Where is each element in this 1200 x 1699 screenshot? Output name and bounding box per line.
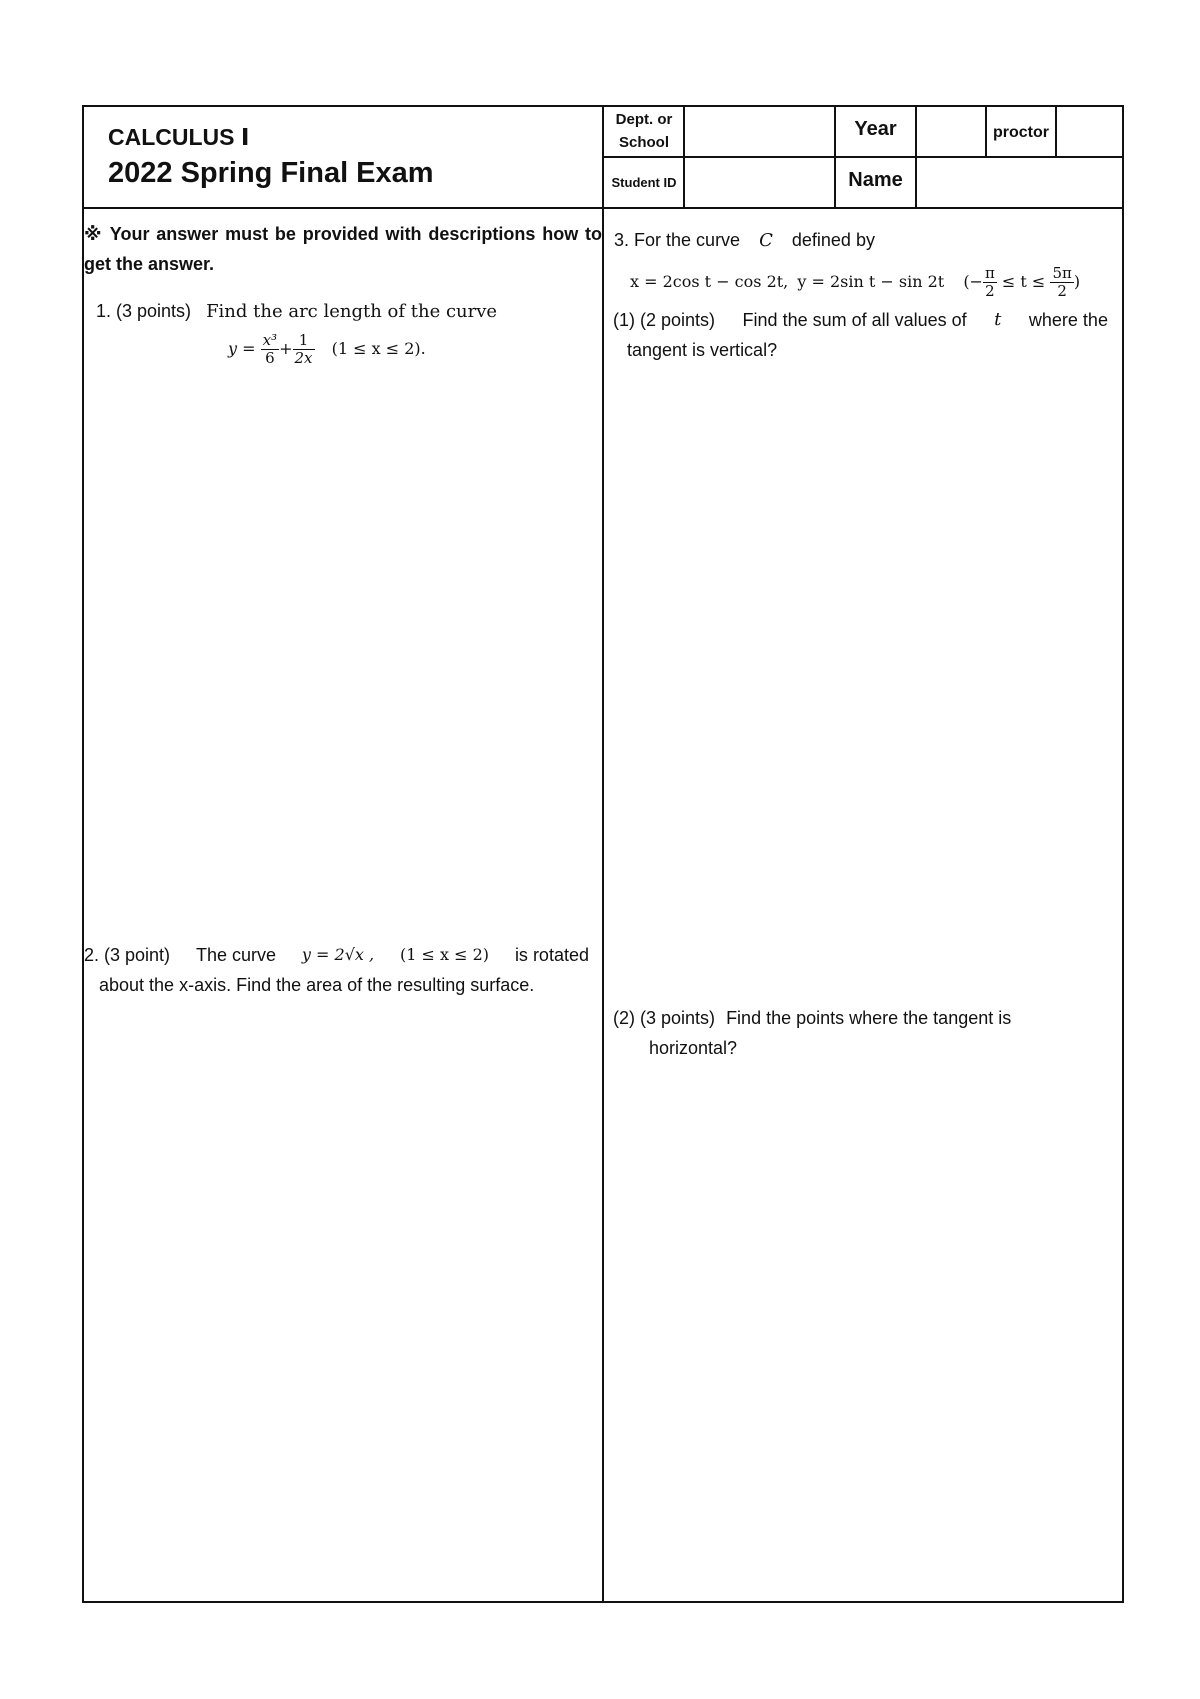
- student-id-field[interactable]: [685, 158, 834, 207]
- q3-part-1: (1) (2 points) Find the sum of all values of t where the tangent is vertical?: [613, 309, 1108, 360]
- q2-label: 2. (3 point): [84, 945, 171, 965]
- q1-label: 1. (3 points): [96, 301, 192, 321]
- q1-range: (1 ≤ x ≤ 2).: [331, 339, 426, 358]
- q3-part-1-answer-area[interactable]: [604, 370, 1122, 990]
- proctor-field[interactable]: [1057, 107, 1122, 156]
- q2-formula: y = 2√x ,: [301, 945, 375, 964]
- q3-curve-name: C: [759, 230, 773, 251]
- q1-answer-area[interactable]: [84, 380, 602, 920]
- q1-formula: y = $\frac{\text{x³}}{6}$ + $\frac{1}{2x}$ (1 ≤ x ≤ 2).: [228, 331, 426, 367]
- instructions-notice: ※ Your answer must be provided with descriptions how to get the answer.: [84, 224, 602, 274]
- exam-title: 2022 Spring Final Exam: [108, 157, 434, 189]
- q2-range: (1 ≤ x ≤ 2): [400, 945, 490, 964]
- q2-text-line2: about the x-axis. Find the area of the resulting surface.: [99, 975, 535, 995]
- proctor-label: proctor: [993, 124, 1049, 141]
- question-1: [96, 296, 497, 327]
- q3-fraction-5pi: $\frac{5\pi}{2}$: [1052, 264, 1072, 300]
- dept-label: Dept. or School: [615, 111, 673, 151]
- q1-fraction-1: $\frac{\text{x³}}{6}$: [262, 331, 278, 367]
- q3-part-2: (2) (3 points) Find the points where the tangent is horizontal?: [613, 1008, 1012, 1058]
- q2-answer-area[interactable]: [84, 1010, 602, 1600]
- name-field[interactable]: [917, 158, 1122, 207]
- q3-eq-x: x = 2cos t − cos 2t,: [630, 272, 789, 291]
- q3-fraction-pi: $\frac{\pi}{2}$: [984, 264, 995, 300]
- name-label: Name: [848, 169, 903, 191]
- dept-field[interactable]: [685, 107, 834, 156]
- q1-text: Find the arc length of the curve: [206, 301, 498, 322]
- question-2: 2. (3 point) The curve y = 2√x , (1 ≤ x ≤ 2) is rotated about the x-axis. Find the area of the resulting surface.: [84, 940, 589, 1000]
- q3-eq-y: y = 2sin t − sin 2t: [797, 272, 945, 291]
- q3-label: 3.: [614, 230, 630, 250]
- student-id-label: Student ID: [611, 175, 677, 190]
- q1-fraction-2: $\frac{1}{2x}$: [294, 331, 313, 367]
- course-name: CALCULUS Ⅰ: [108, 124, 250, 150]
- question-3: 3. For the curve C defined by: [614, 230, 875, 251]
- year-label: Year: [854, 118, 897, 140]
- q3-parametric-equations: x = 2cos t − cos 2t, y = 2sin t − sin 2t (− $\frac{\pi}{2}$ ≤ t ≤ $\frac{5\pi}{2}$ ): [630, 264, 1081, 300]
- q3-part-2-answer-area[interactable]: [604, 1070, 1122, 1600]
- year-field[interactable]: [917, 107, 985, 156]
